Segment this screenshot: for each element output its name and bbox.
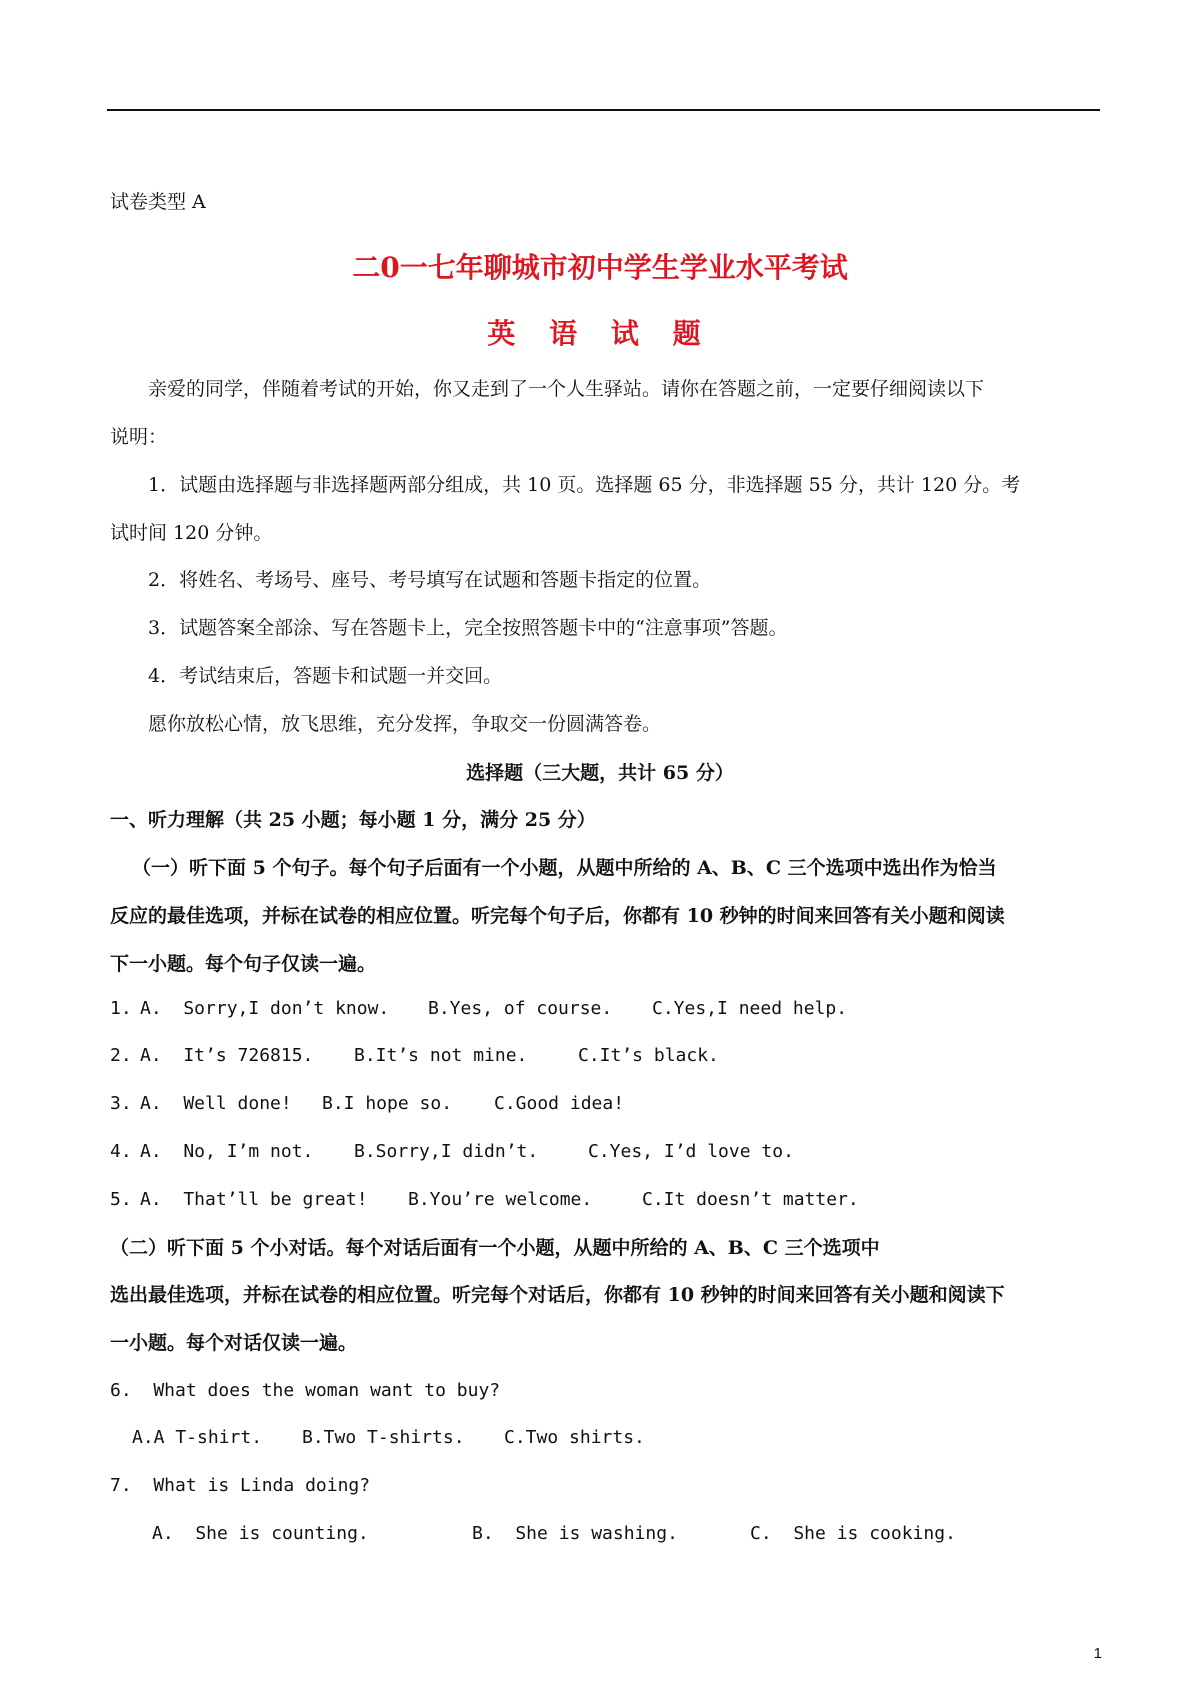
option-a: A. That’ll be great!	[140, 1189, 368, 1210]
question-6-stem: 6. What does the woman want to buy?	[110, 1380, 501, 1401]
sub1-instruction-line-3: 下一小题。每个句子仅读一遍。	[110, 953, 377, 975]
exam-title: 二0一七年聊城市初中学生学业水平考试	[352, 251, 848, 284]
paper-type: 试卷类型 A	[110, 191, 206, 213]
intro-line-1: 亲爱的同学，伴随着考试的开始，你又走到了一个人生驿站。请你在答题之前，一定要仔细阅读以下	[148, 378, 985, 400]
option-a: A. She is counting.	[152, 1523, 369, 1544]
section-heading: 选择题（三大题，共计 65 分）	[466, 762, 734, 784]
sub2-instruction-line-2: 选出最佳选项，并标在试卷的相应位置。听完每个对话后，你都有 10 秒钟的时间来回答有关小题和阅读下	[110, 1284, 1005, 1306]
option-c: C.Good idea!	[494, 1093, 625, 1114]
option-c: C.Yes, I’d love to.	[588, 1141, 794, 1162]
option-b: B.You’re welcome.	[408, 1189, 593, 1210]
question-number: 2.	[110, 1045, 132, 1066]
option-a: A. Sorry,I don’t know.	[140, 998, 390, 1019]
page-number: 1	[1093, 1645, 1102, 1662]
option-c: C.Two shirts.	[504, 1427, 645, 1448]
question-number: 5.	[110, 1189, 132, 1210]
wish-text: 愿你放松心情，放飞思维，充分发挥，争取交一份圆满答卷。	[148, 713, 662, 735]
question-7-stem: 7. What is Linda doing?	[110, 1475, 371, 1496]
option-b: B. She is washing.	[472, 1523, 678, 1544]
option-a: A. Well done!	[140, 1093, 292, 1114]
instruction-2: 2．将姓名、考场号、座号、考号填写在试题和答题卡指定的位置。	[148, 569, 712, 591]
sub1-instruction-line-1: （一）听下面 5 个句子。每个句子后面有一个小题，从题中所给的 A、B、C 三个选项中选出作为恰当	[132, 857, 997, 879]
option-c: C.It’s black.	[578, 1045, 719, 1066]
option-c: C.It doesn’t matter.	[642, 1189, 859, 1210]
part1-heading: 一、听力理解（共 25 小题；每小题 1 分，满分 25 分）	[110, 809, 596, 831]
intro-line-2: 说明：	[110, 426, 168, 448]
option-b: B.Two T-shirts.	[302, 1427, 465, 1448]
option-b: B.Sorry,I didn’t.	[354, 1141, 539, 1162]
instruction-1-line-2: 试时间 120 分钟。	[110, 522, 273, 544]
instruction-3: 3．试题答案全部涂、写在答题卡上，完全按照答题卡中的“注意事项”答题。	[148, 617, 788, 639]
option-a: A.A T-shirt.	[132, 1427, 263, 1448]
instruction-1-line-1: 1．试题由选择题与非选择题两部分组成，共 10 页。选择题 65 分，非选择题 55 分，共计 120 分。考	[148, 474, 1021, 496]
option-c: C. She is cooking.	[750, 1523, 956, 1544]
sub2-instruction-line-1: （二）听下面 5 个小对话。每个对话后面有一个小题，从题中所给的 A、B、C 三个选项中	[110, 1237, 880, 1259]
header-rule	[107, 109, 1100, 111]
subject-title: 英 语 试 题	[487, 317, 713, 350]
sub2-instruction-line-3: 一小题。每个对话仅读一遍。	[110, 1332, 358, 1354]
option-a: A. No, I’m not.	[140, 1141, 314, 1162]
instruction-4: 4．考试结束后，答题卡和试题一并交回。	[148, 665, 503, 687]
option-c: C.Yes,I need help.	[652, 998, 848, 1019]
question-number: 4.	[110, 1141, 132, 1162]
option-b: B.Yes, of course.	[428, 998, 613, 1019]
question-number: 1.	[110, 998, 132, 1019]
option-b: B.It’s not mine.	[354, 1045, 528, 1066]
sub1-instruction-line-2: 反应的最佳选项，并标在试卷的相应位置。听完每个句子后，你都有 10 秒钟的时间来回答有关小题和阅读	[110, 905, 1005, 927]
option-b: B.I hope so.	[322, 1093, 453, 1114]
option-a: A. It’s 726815.	[140, 1045, 314, 1066]
question-number: 3.	[110, 1093, 132, 1114]
